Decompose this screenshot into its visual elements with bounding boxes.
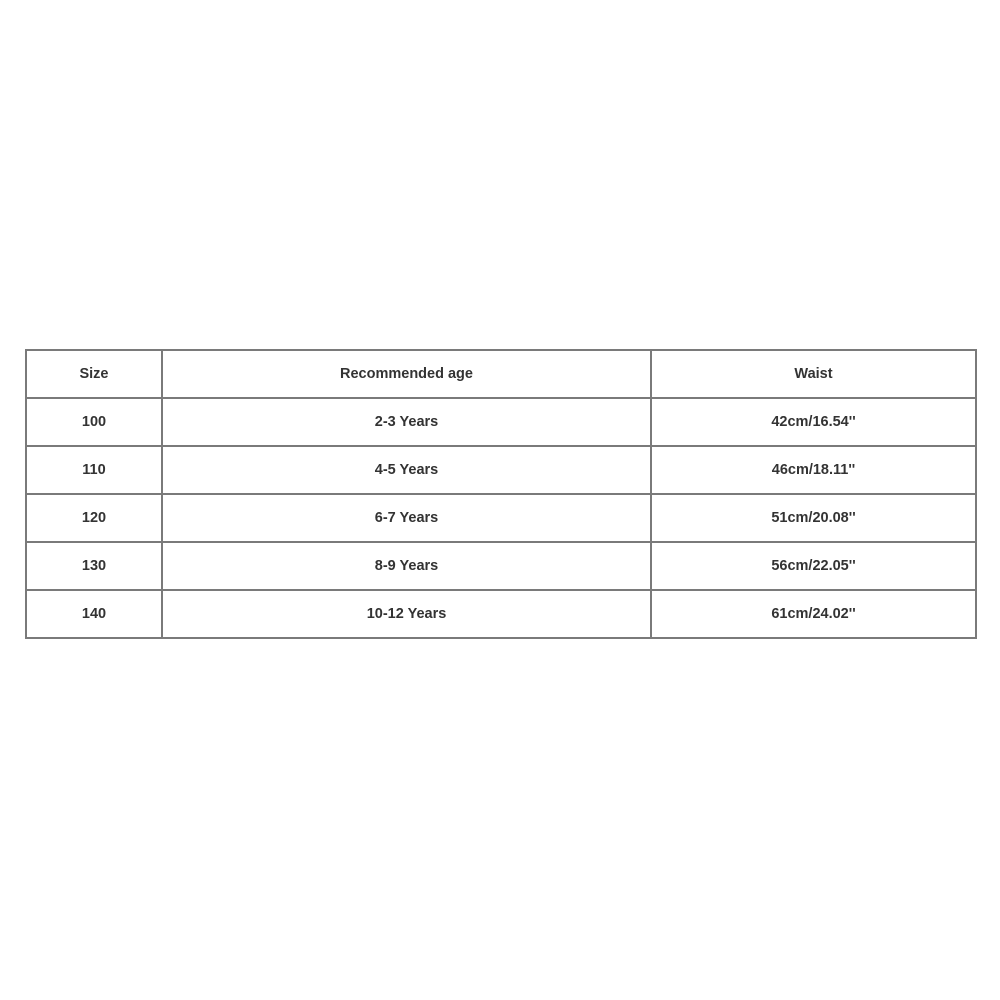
- table-row: [26, 398, 976, 446]
- table-header: [26, 350, 976, 398]
- cell-waist: 56cm/22.05'': [651, 542, 976, 590]
- cell-age: 10-12 Years: [162, 590, 651, 638]
- cell-age: 6-7 Years: [162, 494, 651, 542]
- header-row: [26, 350, 976, 398]
- cell-size: 120: [26, 494, 162, 542]
- cell-waist: 42cm/16.54'': [651, 398, 976, 446]
- cell-waist: 61cm/24.02'': [651, 590, 976, 638]
- table-body: [26, 398, 976, 638]
- cell-age: 2-3 Years: [162, 398, 651, 446]
- cell-size: 140: [26, 590, 162, 638]
- cell-size: 100: [26, 398, 162, 446]
- cell-waist: 46cm/18.11'': [651, 446, 976, 494]
- table-row: [26, 494, 976, 542]
- cell-age: 4-5 Years: [162, 446, 651, 494]
- table-row: [26, 446, 976, 494]
- cell-age: 8-9 Years: [162, 542, 651, 590]
- table-row: [26, 542, 976, 590]
- cell-waist: 51cm/20.08'': [651, 494, 976, 542]
- header-waist: Waist: [651, 350, 976, 398]
- size-chart-table: [25, 349, 977, 639]
- cell-size: 110: [26, 446, 162, 494]
- header-size: Size: [26, 350, 162, 398]
- header-recommended-age: Recommended age: [162, 350, 651, 398]
- cell-size: 130: [26, 542, 162, 590]
- table-row: [26, 590, 976, 638]
